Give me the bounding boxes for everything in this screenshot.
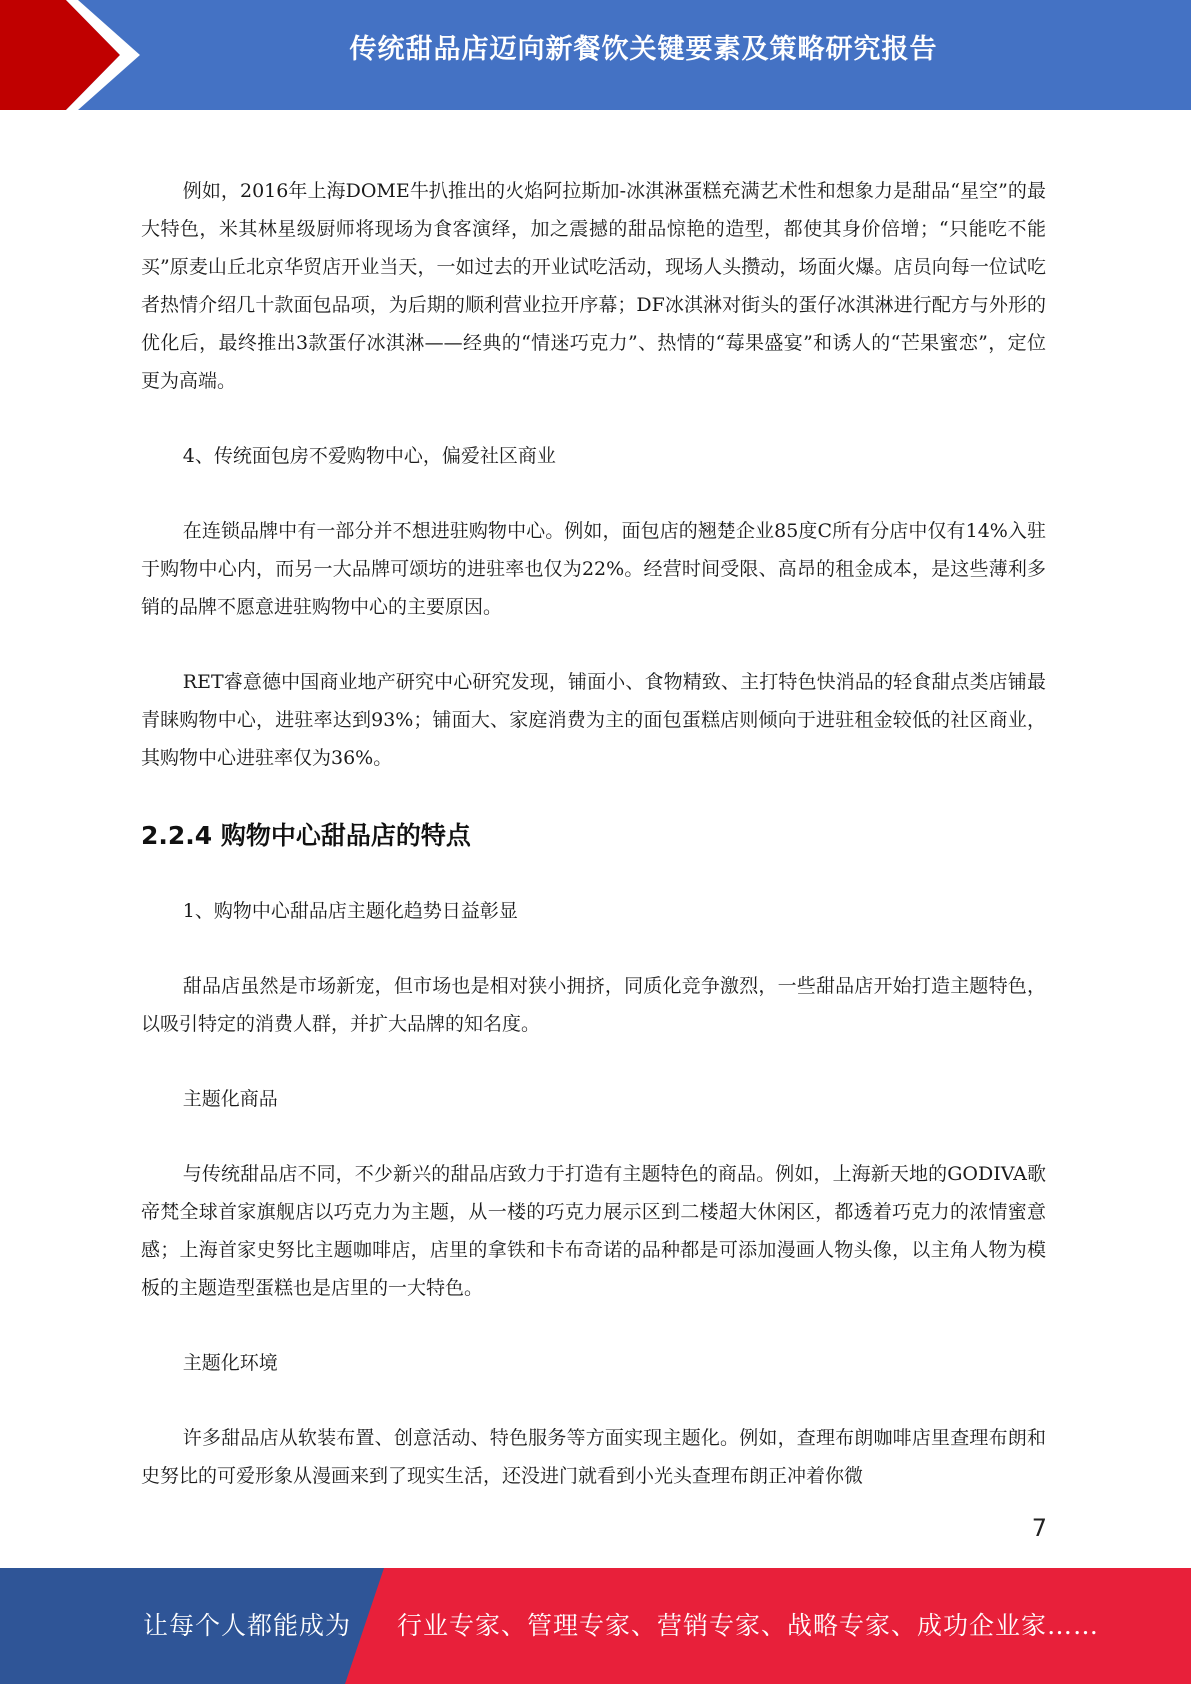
section-heading-2-2-4: 2.2.4 购物中心甜品店的特点 (141, 821, 471, 850)
paragraph-themed-environment: 许多甜品店从软装布置、创意活动、特色服务等方面实现主题化。例如，查理布朗咖啡店里查理布朗和史努比的可爱形象从漫画来到了现实生活，还没进门就看到小光头查理布朗正冲着你微 (141, 1427, 1046, 1487)
subheading-bakery-community: 4、传统面包房不爱购物中心，偏爱社区商业 (182, 445, 556, 467)
page-content (141, 172, 1046, 1532)
paragraph-themed-goods: 与传统甜品店不同，不少新兴的甜品店致力于打造有主题特色的商品。例如，上海新天地的GODIVA歌帝梵全球首家旗舰店以巧克力为主题，从一楼的巧克力展示区到二楼超大休闲区，都透着巧克力的浓情蜜意感；上海首家史努比主题咖啡店，店里的拿铁和卡布奇诺的品种都是可添加漫画人物头像，以主角人物为模板的主题造型蛋糕也是店里的一大特色。 (141, 1163, 1046, 1299)
subheading-theme-trend: 1、购物中心甜品店主题化趋势日益彰显 (182, 900, 518, 922)
paragraph-chain-brands: 在连锁品牌中有一部分并不想进驻购物中心。例如，面包店的翘楚企业85度C所有分店中仅有14%入驻于购物中心内，而另一大品牌可颂坊的进驻率也仅为22%。经营时间受限、高昂的租金成本，是这些薄利多销的品牌不愿意进驻购物中心的主要原因。 (141, 520, 1046, 618)
subheading-themed-goods: 主题化商品 (182, 1088, 278, 1110)
subheading-themed-environment: 主题化环境 (182, 1352, 278, 1374)
document-title: 传统甜品店迈向新餐饮关键要素及策略研究报告 (349, 34, 938, 65)
header-band (0, 0, 1191, 110)
paragraph-ret-research: RET睿意德中国商业地产研究中心研究发现，铺面小、食物精致、主打特色快消品的轻食甜点类店铺最青睐购物中心，进驻率达到93%；铺面大、家庭消费为主的面包蛋糕店则倾向于进驻租金较低的社区商业，其购物中心进驻率仅为36%。 (141, 671, 1046, 769)
footer-slogan-left: 让每个人都能成为 (143, 1611, 352, 1640)
footer-band (0, 1568, 1191, 1684)
footer-slogan-right: 行业专家、管理专家、营销专家、战略专家、成功企业家…… (397, 1611, 1100, 1640)
paragraph-theme-intro: 甜品店虽然是市场新宠，但市场也是相对狭小拥挤，同质化竞争激烈，一些甜品店开始打造主题特色，以吸引特定的消费人群，并扩大品牌的知名度。 (141, 975, 1046, 1035)
page-number: 7 (1031, 1514, 1047, 1542)
paragraph-dome-example: 例如，2016年上海DOME牛扒推出的火焰阿拉斯加-冰淇淋蛋糕充满艺术性和想象力是甜品“星空”的最大特色，米其林星级厨师将现场为食客演绎，加之震撼的甜品惊艳的造型，都使其身价倍增；“只能吃不能买”原麦山丘北京华贸店开业当天，一如过去的开业试吃活动，现场人头攒动，场面火爆。店员向每一位试吃者热情介绍几十款面包品项，为后期的顺利营业拉开序幕；DF冰淇淋对街头的蛋仔冰淇淋进行配方与外形的优化后，最终推出3款蛋仔冰淇淋——经典的“情迷巧克力”、热情的“莓果盛宴”和诱人的“芒果蜜恋”，定位更为高端。 (141, 180, 1046, 392)
